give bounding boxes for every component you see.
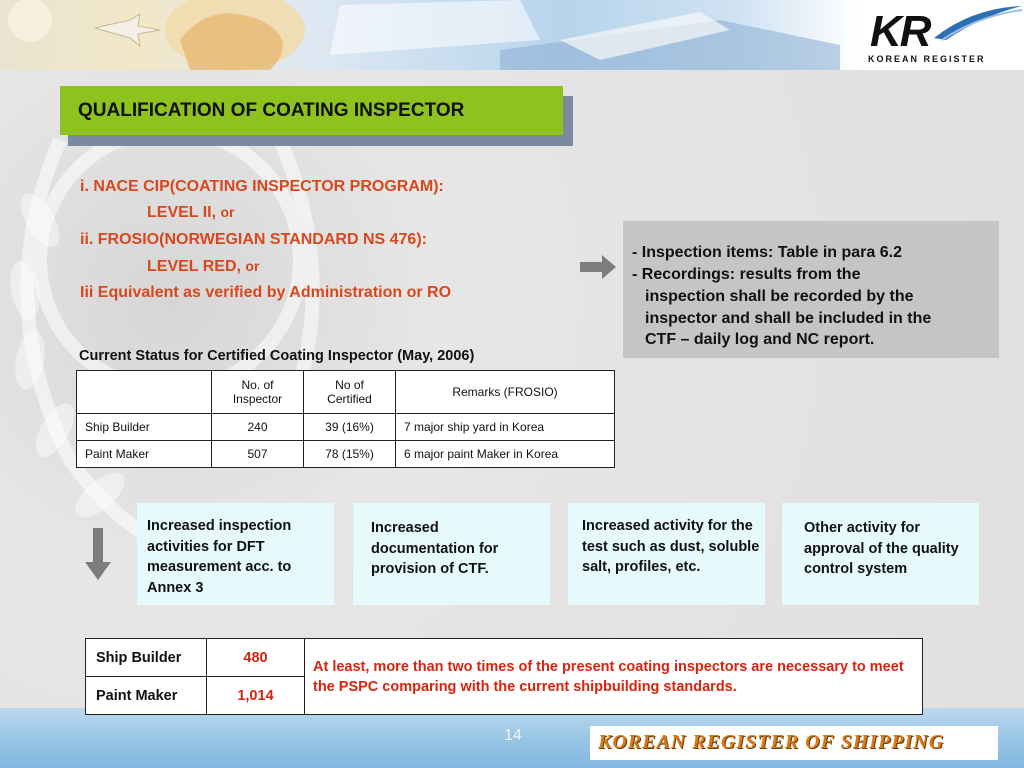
info-line: - Inspection items: Table in para 6.2 [632, 244, 902, 261]
title-box [60, 86, 563, 135]
effect-box-documentation [353, 503, 550, 605]
table-cell: 1,014 [207, 677, 305, 715]
requirement-text: Iii Equivalent as verified by Administration or RO [80, 284, 452, 301]
requirement-frosio [80, 231, 427, 249]
arrow-down-icon [85, 528, 111, 580]
table-cell: Paint Maker [77, 441, 212, 468]
inspection-info-box [623, 221, 999, 358]
requirement-equivalent [80, 284, 451, 302]
info-line: inspector and shall be included in the [645, 310, 932, 327]
table-cell: 480 [207, 639, 305, 677]
requirement-text: LEVEL RED, [147, 258, 246, 275]
effect-text: Other activity for approval of the quality control system [804, 520, 959, 577]
info-line: inspection shall be recorded by the [645, 288, 914, 305]
table-cell: 507 [212, 441, 304, 468]
table-cell: Ship Builder [86, 639, 207, 677]
requirement-text: LEVEL II, [147, 204, 221, 221]
table-cell: Paint Maker [86, 677, 207, 715]
requirement-text: i. NACE CIP(COATING INSPECTOR PROGRAM): [80, 178, 444, 195]
requirement-level-ii [147, 204, 235, 222]
required-inspectors-note: At least, more than two times of the present coating inspectors are necessary to meet the PSPC comparing with the current shipbuilding standards. [305, 639, 923, 715]
info-line: - Recordings: results from the [632, 266, 861, 283]
effect-text: Increased inspection activities for DFT measurement acc. to Annex 3 [147, 518, 292, 596]
table-row [77, 414, 615, 441]
status-table [76, 370, 615, 468]
footer-brand-text: KOREAN REGISTER OF SHIPPING [598, 731, 945, 753]
page-number: 14 [504, 727, 522, 744]
table-cell: 7 major ship yard in Korea [396, 414, 615, 441]
effect-box-quality [782, 503, 979, 605]
requirement-level-red [147, 258, 259, 276]
table-row [86, 639, 923, 677]
table-header-cell [77, 371, 212, 414]
page-title: QUALIFICATION OF COATING INSPECTOR [78, 99, 465, 121]
table-header-row [77, 371, 615, 414]
table-header-cell: No. of Inspector [212, 371, 304, 414]
requirement-or: or [220, 204, 235, 220]
info-line: CTF – daily log and NC report. [645, 331, 875, 348]
table-cell: 6 major paint Maker in Korea [396, 441, 615, 468]
table-cell: 78 (15%) [304, 441, 396, 468]
effect-box-dft [137, 503, 334, 605]
table-cell: 39 (16%) [304, 414, 396, 441]
table-cell: Ship Builder [77, 414, 212, 441]
table-header-cell: No of Certified [304, 371, 396, 414]
banner-artwork [0, 0, 860, 70]
effect-box-tests [568, 503, 765, 605]
logo-subtitle: KOREAN REGISTER [868, 54, 986, 64]
arrow-right-icon [580, 255, 616, 279]
kr-logo [862, 0, 1024, 70]
header-banner [0, 0, 1024, 70]
effect-text: Increased activity for the test such as dust, soluble salt, profiles, etc. [582, 518, 760, 575]
requirement-text: ii. FROSIO(NORWEGIAN STANDARD NS 476): [80, 231, 427, 248]
effect-text: Increased documentation for provision of CTF. [371, 520, 499, 577]
table-cell: 240 [212, 414, 304, 441]
footer-logo [590, 726, 998, 760]
logo-swoosh-icon [932, 2, 1024, 42]
logo-mark: KR [870, 7, 930, 56]
table-row [77, 441, 615, 468]
status-table-caption: Current Status for Certified Coating Inspector (May, 2006) [79, 348, 475, 364]
required-inspectors-table [85, 638, 923, 715]
requirement-nace [80, 178, 444, 196]
table-header-cell: Remarks (FROSIO) [396, 371, 615, 414]
requirement-or: or [245, 258, 260, 274]
